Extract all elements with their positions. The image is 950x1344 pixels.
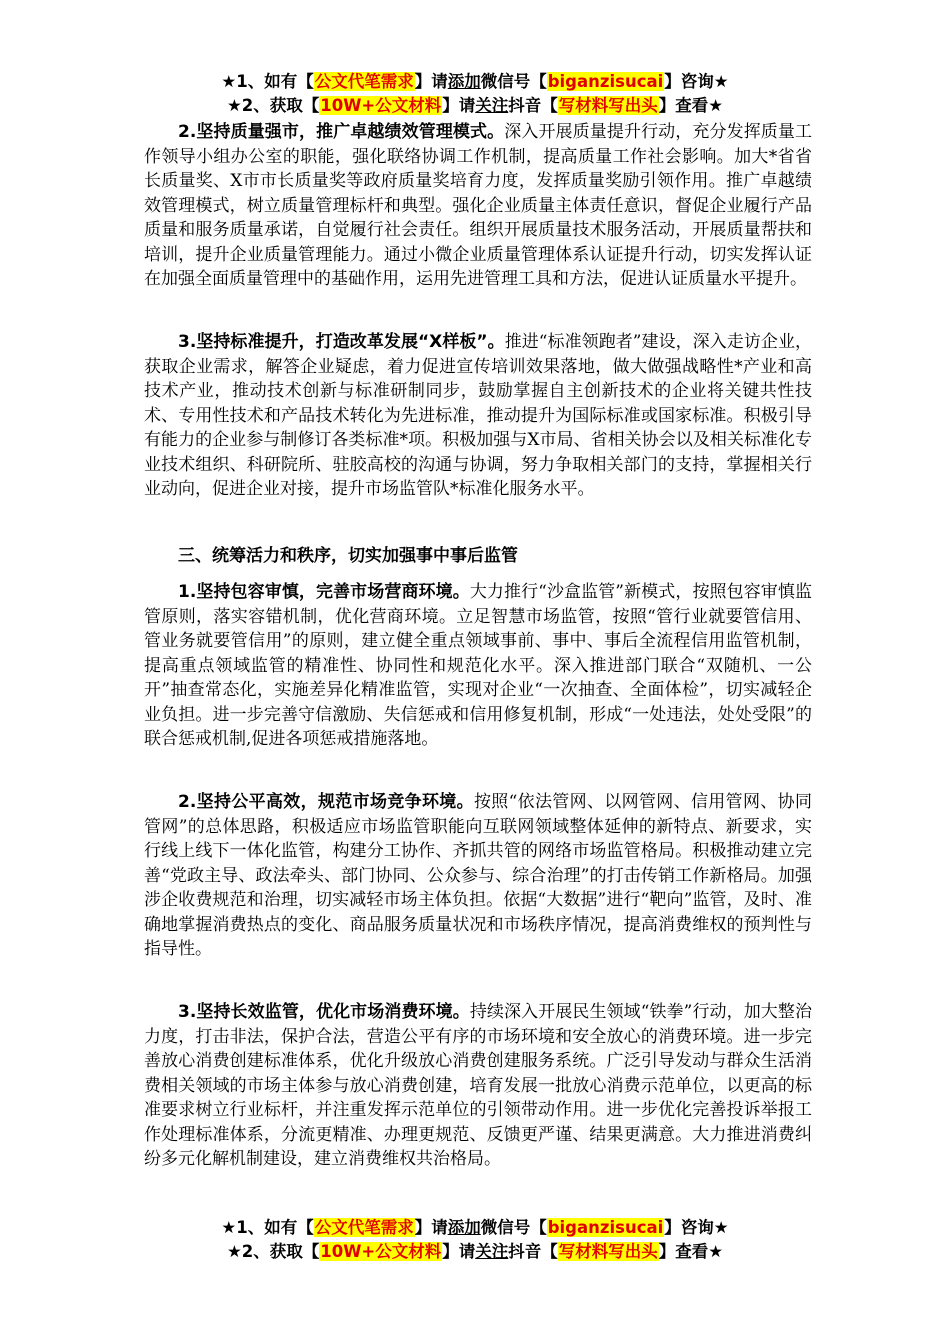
paragraph-standards: 3.坚持标准提升，打造改革发展“X样板”。推进“标准领跑者”建设，深入走访企业，获取企业需求，解答企业疑虑，着力促进宣传培训效果落地，做大做强战略性*产业和高技术产业，推动技术创新与标准研制同步，鼓励掌握自主创新技术的企业将关键共性技术、专用性技术和产品技术转化为先进标准，推动提升为国际标准或国家标准。积极引导有能力的企业参与制修订各类标准*项。积极加强与X市局、省相关协会以及相关标准化专业技术组织、科研院所、驻胶高校的沟通与协调，努力争取相关部门的支持，掌握相关行业动向，促进企业对接，提升市场监管队*标准化服务水平。	[144, 332, 812, 499]
paragraph-quality: 2.坚持质量强市，推广卓越绩效管理模式。深入开展质量提升行动，充分发挥质量工作领导小组办公室的职能，强化联络协调工作机制，提高质量工作社会影响。加大*省省长质量奖、X市市长质量奖等政府质量奖培育力度，发挥质量奖励引领作用。推广卓越绩效管理模式，树立质量管理标杆和典型。强化企业质量主体责任意识，督促企业履行产品质量和服务质量承诺，自觉履行社会责任。组织开展质量技术服务活动，开展质量帮扶和培训，提升企业质量管理能力。通过小微企业质量管理体系认证提升行动，切实发挥认证在加强全面质量管理中的基础作用，运用先进管理工具和方法，促进认证质量水平提升。	[144, 122, 812, 289]
paragraph-business-environment-heading: 1.坚持包容审慎，完善市场营商环境。	[178, 582, 470, 602]
highlight-service: 公文代笔需求	[314, 1218, 414, 1237]
promo-banner-line-1-bottom: ★1、如有【公文代笔需求】请添加微信号【biganzisucai】咨询★	[221, 1218, 729, 1237]
paragraph-consumption-heading: 3.坚持长效监管，优化市场消费环境。	[178, 1002, 470, 1022]
highlight-douyin-id: 写材料写出头	[558, 96, 658, 115]
paragraph-competition: 2.坚持公平高效，规范市场竞争环境。按照“依法管网、以网管网、信用管网、协同管网”的总体思路，积极适应市场监管职能向互联网领域整体延伸的新特点、新要求，实行线上线下一体化监管，构建分工协作、齐抓共管的网络市场监管格局。积极推动建立完善“党政主导、政法牵头、部门协同、公众参与、综合治理”的打击传销工作新格局。加强涉企收费规范和治理，切实减轻市场主体负担。依据“大数据”进行“靶向”监管，及时、准确地掌握消费热点的变化、商品服务质量状况和市场秩序情况，提高消费维权的预判性与指导性。	[144, 792, 812, 959]
promo-banner-line-1-top: ★1、如有【公文代笔需求】请添加微信号【biganzisucai】咨询★	[221, 72, 729, 91]
paragraph-consumption: 3.坚持长效监管，优化市场消费环境。持续深入开展民生领域“铁拳”行动，加大整治力度，打击非法，保护合法，营造公平有序的市场环境和安全放心的消费环境。进一步完善放心消费创建标准体系，优化升级放心消费创建服务系统。广泛引导发动与群众生活消费相关领域的市场主体参与放心消费创建，培育发展一批放心消费示范单位，以更高的标准要求树立行业标杆，并注重发挥示范单位的引领带动作用。进一步优化完善投诉举报工作处理标准体系，分流更精准、办理更规范、反馈更严谨、结果更满意。大力推进消费纠纷多元化解机制建设，建立消费维权共治格局。	[144, 1002, 812, 1169]
highlight-service: 公文代笔需求	[314, 72, 414, 91]
promo-banner-line-2-bottom: ★2、获取【10W+公文材料】请关注抖音【写材料写出头】查看★	[226, 1242, 724, 1261]
highlight-wechat-id: biganzisucai	[547, 1218, 664, 1237]
section-heading-3: 三、统筹活力和秩序，切实加强事中事后监管	[178, 546, 518, 566]
promo-banner-line-2-top: ★2、获取【10W+公文材料】请关注抖音【写材料写出头】查看★	[226, 96, 724, 115]
highlight-douyin-id: 写材料写出头	[558, 1242, 658, 1261]
paragraph-business-environment: 1.坚持包容审慎，完善市场营商环境。大力推行“沙盒监管”新模式，按照包容审慎监管原则，落实容错机制，优化营商环境。立足智慧市场监管，按照“管行业就要管信用、管业务就要管信用”的原则，建立健全重点领域事前、事中、事后全流程信用监管机制，提高重点领域监管的精准性、协同性和规范化水平。深入推进部门联合“双随机、一公开”抽查常态化，实施差异化精准监管，实现对企业“一次抽查、全面体检”，切实减轻企业负担。进一步完善守信激励、失信惩戒和信用修复机制，形成“一处违法，处处受限”的联合惩戒机制,促进各项惩戒措施落地。	[144, 582, 812, 749]
paragraph-competition-heading: 2.坚持公平高效，规范市场竞争环境。	[178, 792, 474, 812]
paragraph-standards-heading: 3.坚持标准提升，打造改革发展“X样板”。	[178, 332, 505, 352]
highlight-materials: 10W+公文材料	[320, 96, 442, 115]
highlight-materials: 10W+公文材料	[320, 1242, 442, 1261]
highlight-wechat-id: biganzisucai	[547, 72, 664, 91]
paragraph-quality-heading: 2.坚持质量强市，推广卓越绩效管理模式。	[178, 122, 505, 142]
